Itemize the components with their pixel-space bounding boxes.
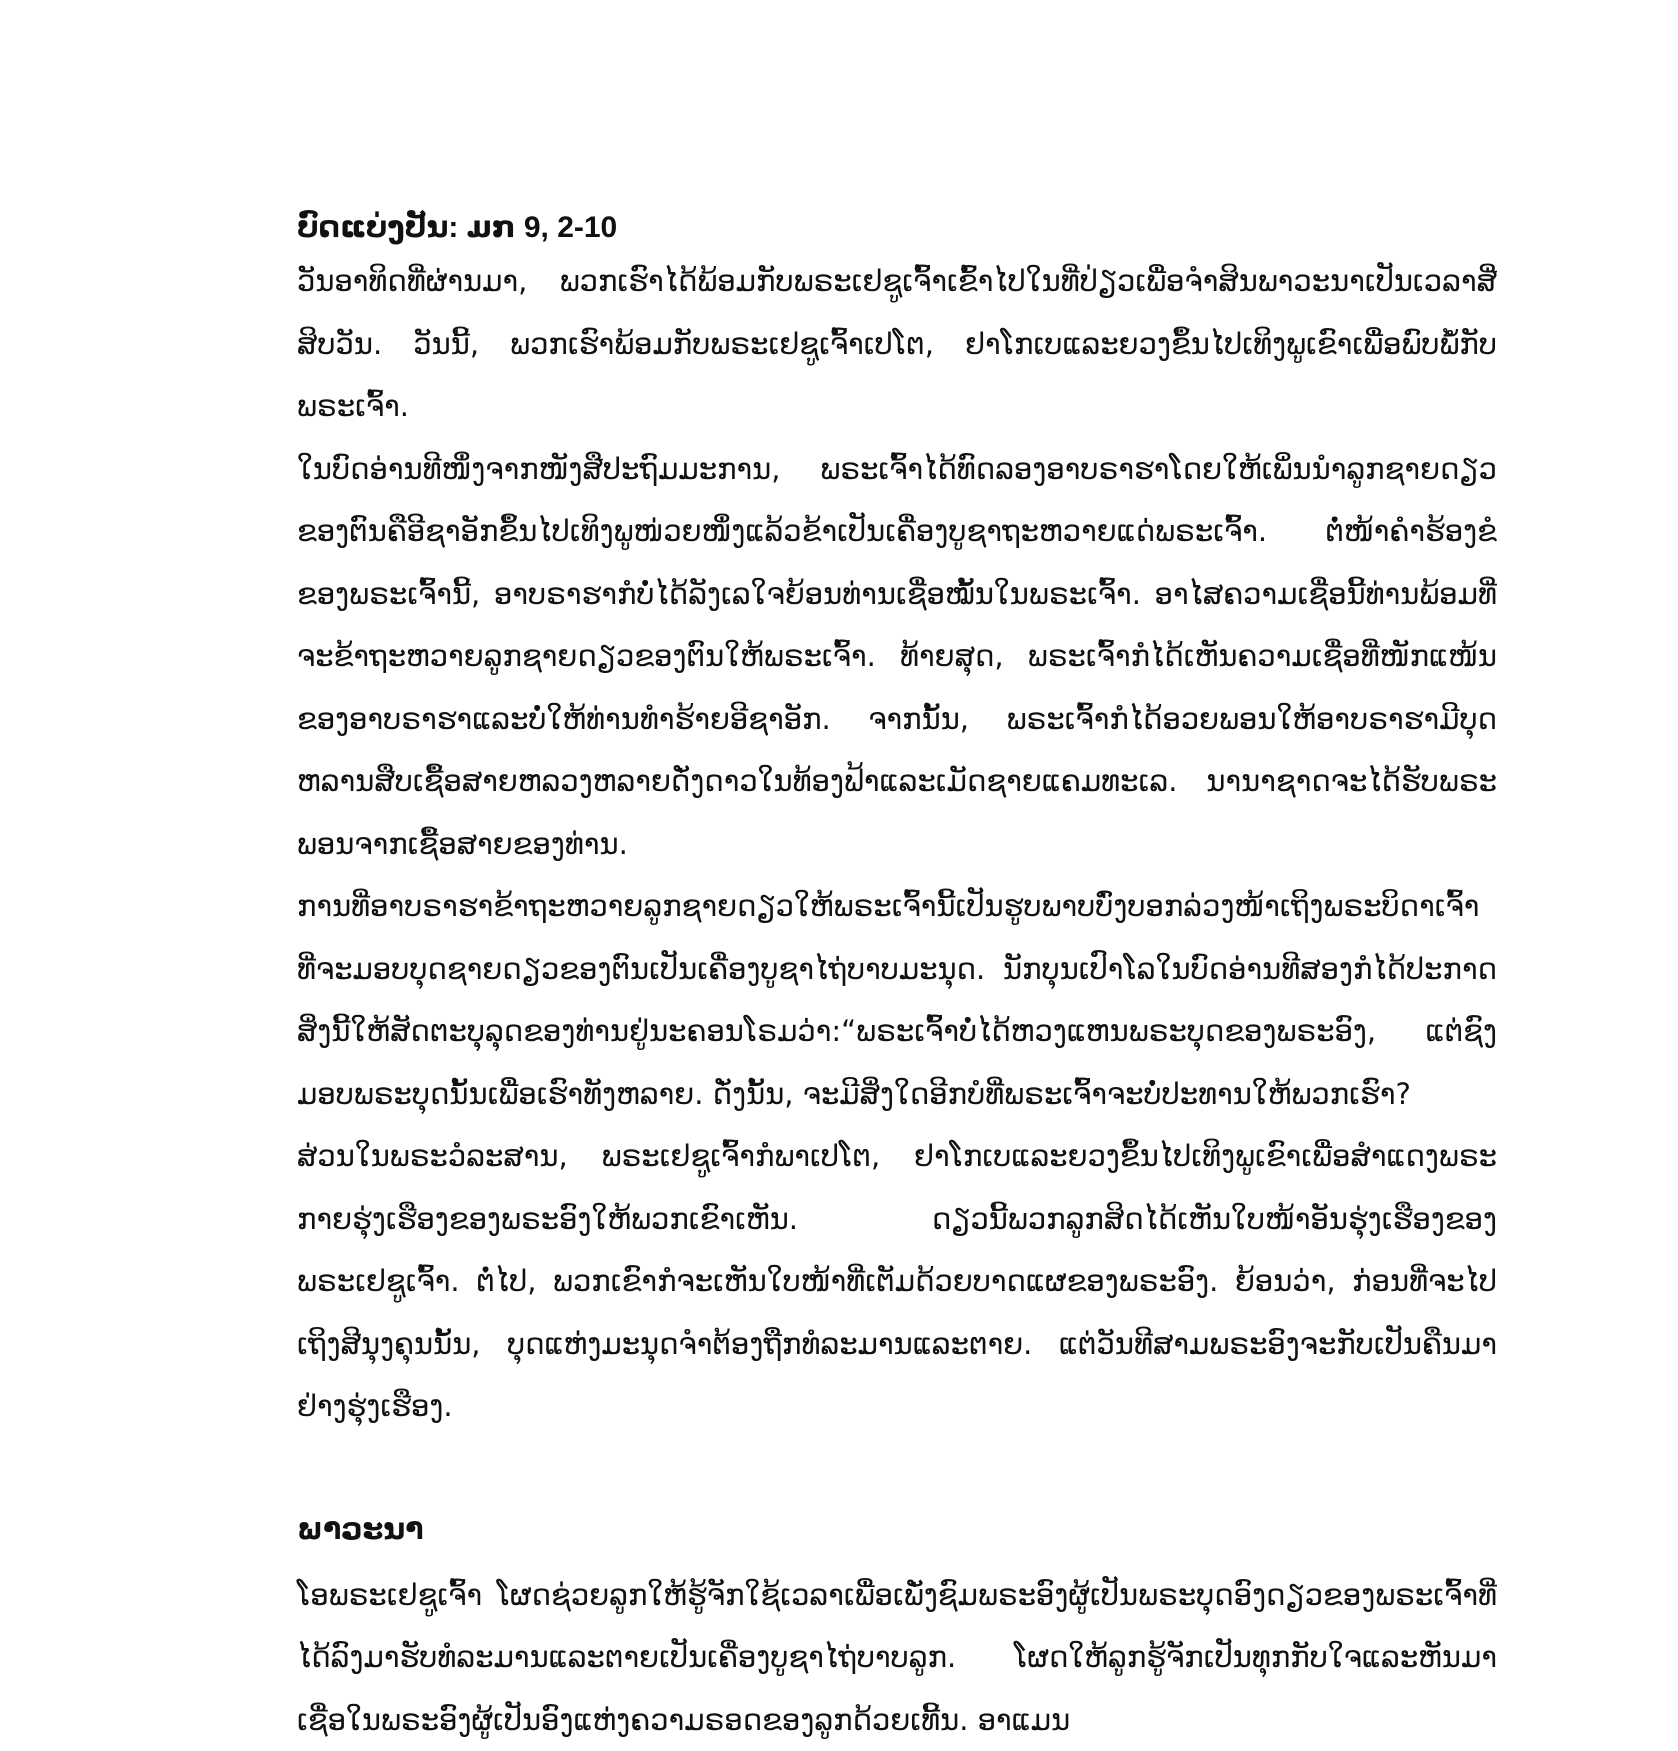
paragraph-3: ການທີ່ອາບຣາຮາຂ້າຖະຫວາຍລູກຊາຍດຽວໃຫ້ພຣະເຈົ້ານີ້ເປັນຮູບພາບບົ່ງບອກລ່ວງໜ້າເຖິງພຣະບິດາເຈົ້າທີ່ຈະມອບບຸດຊາຍດຽວຂອງຕົນເປັນເຄື່ອງບູຊາໄຖ່ບາບມະນຸດ. ນັກບຸນເປົາໂລໃນບົດອ່ານທີສອງກໍໄດ້ປະກາດສິ່ງນີ້ໃຫ້ສັດຕະບຸລຸດຂອງທ່ານຢູ່ນະຄອນໂຣມວ່າ:“ພຣະເຈົ້າບໍ່ໄດ້ຫວງແຫນພຣະບຸດຂອງພຣະອົງ, ແຕ່ຊົງມອບພຣະບຸດນັ້ນເພື່ອເຮົາທັງຫລາຍ. ດັ່ງນັ້ນ, ຈະມີສິ່ງໃດອີກບໍທີ່ພຣະເຈົ້າຈະບໍ່ປະທານໃຫ້ພວກເຮົາ? — [297, 875, 1497, 1125]
document-content — [297, 208, 1497, 1751]
paragraph-4: ສ່ວນໃນພຣະວໍລະສານ, ພຣະເຢຊູເຈົ້າກໍພາເປໂຕ, ຢາໂກເບແລະຍວງຂຶ້ນໄປເທິງພູເຂົາເພື່ອສຳແດງພຣະກາຍຮຸ່ງເຮືອງຂອງພຣະອົງໃຫ້ພວກເຂົາເຫັນ. ດຽວນີ້ພວກລູກສິດໄດ້ເຫັນໃບໜ້າອັນຮຸ່ງເຮືອງຂອງພຣະເຢຊູເຈົ້າ. ຕໍ່ໄປ, ພວກເຂົາກໍຈະເຫັນໃບໜ້າທີ່ເຕັມດ້ວຍບາດແຜຂອງພຣະອົງ. ຍ້ອນວ່າ, ກ່ອນທີ່ຈະໄປເຖິງສີນຸງຄຸນນັ້ນ, ບຸດແຫ່ງມະນຸດຈຳຕ້ອງຖືກທໍລະມານແລະຕາຍ. ແຕ່ວັນທີສາມພຣະອົງຈະກັບເປັນຄືນມາຢ່າງຮຸ່ງເຮືອງ. — [297, 1125, 1497, 1438]
reflection-heading: ບົດແບ່ງປັນ: ມກ 9, 2-10 — [297, 208, 1497, 248]
prayer-heading: ພາວະນາ — [297, 1510, 1497, 1550]
paragraph-2: ໃນບົດອ່ານທີໜຶ່ງຈາກໜັງສືປະຖົມມະການ, ພຣະເຈົ້າໄດ້ທົດລອງອາບຣາຮາໂດຍໃຫ້ເພິ່ນນຳລູກຊາຍດຽວຂອງຕົນຄືອີຊາອັກຂຶ້ນໄປເທິງພູໜ່ວຍໜຶ່ງແລ້ວຂ້າເປັນເຄື່ອງບູຊາຖະຫວາຍແດ່ພຣະເຈົ້າ. ຕໍ່ໜ້າຄຳຮ້ອງຂໍຂອງພຣະເຈົ້ານີ້, ອາບຣາຮາກໍບໍ່ໄດ້ລັງເລໃຈຍ້ອນທ່ານເຊື່ອໝັ້ນໃນພຣະເຈົ້າ. ອາໄສຄວາມເຊື່ອນີ້ທ່ານພ້ອມທີ່ຈະຂ້າຖະຫວາຍລູກຊາຍດຽວຂອງຕົນໃຫ້ພຣະເຈົ້າ. ທ້າຍສຸດ, ພຣະເຈົ້າກໍໄດ້ເຫັນຄວາມເຊື່ອທີ່ໜັກແໜ້ນຂອງອາບຣາຮາແລະບໍ່ໃຫ້ທ່ານທຳຮ້າຍອີຊາອັກ. ຈາກນັ້ນ, ພຣະເຈົ້າກໍໄດ້ອວຍພອນໃຫ້ອາບຣາຮາມີບຸດຫລານສືບເຊື້ອສາຍຫລວງຫລາຍດັ່ງດາວໃນທ້ອງຟ້າແລະເມັດຊາຍແຄມທະເລ. ນານາຊາດຈະໄດ້ຮັບພຣະພອນຈາກເຊື້ອສາຍຂອງທ່ານ. — [297, 438, 1497, 876]
paragraph-1: ວັນອາທິດທີ່ຜ່ານມາ, ພວກເຮົາໄດ້ພ້ອມກັບພຣະເຢຊູເຈົ້າເຂົ້າໄປໃນທີ່ປ່ຽວເພື່ອຈຳສິນພາວະນາເປັນເວລາສີ່ສິບວັນ. ວັນນີ້, ພວກເຮົາພ້ອມກັບພຣະເຢຊູເຈົ້າເປໂຕ, ຢາໂກເບແລະຍວງຂຶ້ນໄປເທິງພູເຂົາເພື່ອພົບພໍ້ກັບພຣະເຈົ້າ. — [297, 250, 1497, 438]
section-spacer — [297, 1438, 1497, 1510]
prayer-paragraph: ໂອພຣະເຢຊູເຈົ້າ ໂຜດຊ່ວຍລູກໃຫ້ຮູ້ຈັກໃຊ້ເວລາເພື່ອເພັ່ງຊົມພຣະອົງຜູ້ເປັນພຣະບຸດອົງດຽວຂອງພຣະເຈົ້າທີ່ໄດ້ລົງມາຮັບທໍລະມານແລະຕາຍເປັນເຄື່ອງບູຊາໄຖ່ບາບລູກ. ໂຜດໃຫ້ລູກຮູ້ຈັກເປັນທຸກກັບໃຈແລະຫັນມາເຊື່ອໃນພຣະອົງຜູ້ເປັນອົງແຫ່ງຄວາມຣອດຂອງລູກດ້ວຍເທີ້ນ. ອາແມນ — [297, 1564, 1497, 1751]
